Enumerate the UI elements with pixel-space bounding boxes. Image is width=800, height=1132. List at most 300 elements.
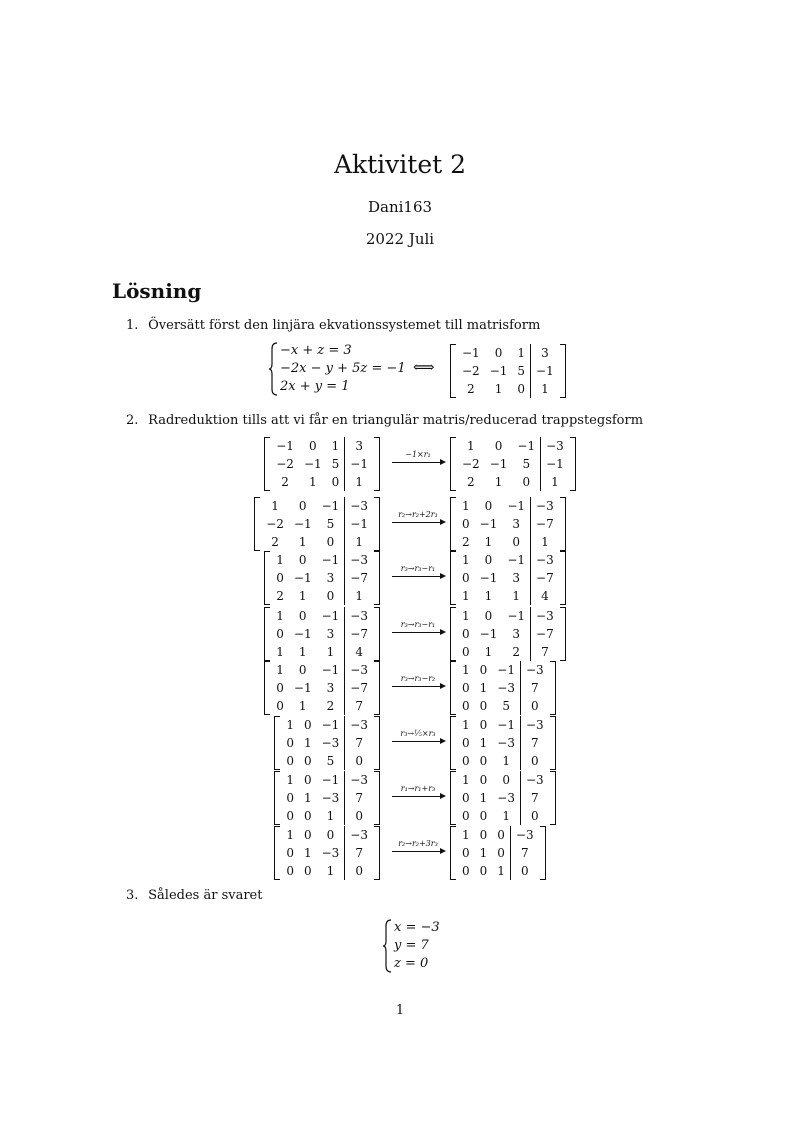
matrix-cell: 1 bbox=[276, 663, 284, 677]
row-operation-label: r₃→r₃−r₁ bbox=[400, 620, 436, 629]
matrix-cell: 3 bbox=[512, 571, 521, 585]
matrix-cell: 2 bbox=[326, 699, 335, 713]
matrix-row bbox=[457, 844, 539, 862]
matrix-cell: −7 bbox=[345, 679, 373, 697]
matrix-row bbox=[281, 862, 373, 880]
matrix-cell: −1 bbox=[507, 499, 526, 513]
step-1 bbox=[126, 318, 540, 333]
matrix-cell: 0 bbox=[479, 754, 488, 768]
matrix-cell: 0 bbox=[303, 809, 312, 823]
right-bracket bbox=[374, 826, 380, 880]
matrix-cell: 1 bbox=[531, 380, 559, 398]
matrix-cell: 0 bbox=[298, 499, 307, 513]
right-bracket bbox=[374, 437, 380, 491]
matrix-cell: −1 bbox=[479, 571, 498, 585]
left-bracket bbox=[274, 716, 280, 770]
equation-line: 2x + y = 1 bbox=[280, 379, 350, 394]
matrix-cell: 0 bbox=[510, 862, 538, 880]
matrix-row bbox=[457, 455, 569, 473]
matrix-cell: 0 bbox=[479, 809, 488, 823]
step-text: Radreduktion tills att vi får en triangulär matris/reducerad trappstegsform bbox=[148, 413, 644, 428]
matrix-cell: 1 bbox=[298, 589, 307, 603]
matrix-row bbox=[457, 473, 569, 491]
matrix-row bbox=[457, 607, 559, 625]
matrix-cell: 0 bbox=[345, 807, 373, 825]
matrix-cell: 0 bbox=[286, 809, 294, 823]
matrix-cell: −3 bbox=[531, 607, 559, 625]
matrix-after bbox=[450, 661, 556, 715]
right-bracket bbox=[550, 716, 556, 770]
matrix-cell: −1 bbox=[293, 517, 312, 531]
matrix-cell: 2 bbox=[271, 535, 279, 549]
matrix-cell: 0 bbox=[303, 773, 312, 787]
matrix-row bbox=[457, 734, 549, 752]
matrix-cell: −3 bbox=[520, 716, 548, 734]
matrix-cell: 0 bbox=[462, 627, 470, 641]
matrix-cell: −1 bbox=[321, 663, 340, 677]
right-bracket bbox=[374, 497, 380, 551]
matrix-before bbox=[264, 661, 380, 715]
right-bracket bbox=[560, 497, 566, 551]
matrix-cell: 0 bbox=[286, 791, 294, 805]
matrix-cell: −3 bbox=[345, 551, 373, 569]
matrix-cell: 0 bbox=[286, 864, 294, 878]
matrix-cell: −3 bbox=[510, 826, 538, 844]
matrix-cell: 1 bbox=[286, 828, 294, 842]
matrix-cell: 1 bbox=[479, 681, 488, 695]
matrix-cell: −7 bbox=[345, 569, 373, 587]
matrix-cell: −3 bbox=[345, 607, 373, 625]
matrix-cell: 1 bbox=[326, 864, 335, 878]
matrix-cell: 0 bbox=[276, 627, 284, 641]
matrix-row bbox=[271, 697, 373, 715]
left-bracket bbox=[450, 437, 456, 491]
matrix-cell: 7 bbox=[345, 844, 373, 862]
matrix-row bbox=[457, 362, 559, 380]
matrix-cell: −1 bbox=[293, 681, 312, 695]
matrix-cell: 0 bbox=[462, 736, 470, 750]
section-heading: Lösning bbox=[112, 279, 202, 303]
matrix-cell: −1 bbox=[531, 362, 559, 380]
matrix-cell: 1 bbox=[331, 439, 340, 453]
matrix-before bbox=[254, 497, 380, 551]
matrix-cell: 0 bbox=[462, 864, 470, 878]
matrix-after bbox=[450, 607, 566, 661]
matrix-cell: −3 bbox=[520, 771, 548, 789]
matrix-cell: 0 bbox=[303, 754, 312, 768]
row-operation-label: −1×r₁ bbox=[405, 450, 431, 459]
matrix-cell: 3 bbox=[326, 571, 335, 585]
matrix-cell: −1 bbox=[541, 455, 569, 473]
matrix-cell: 1 bbox=[462, 609, 470, 623]
matrix-cell: 0 bbox=[298, 553, 307, 567]
matrix-cell: 0 bbox=[462, 571, 470, 585]
matrix-cell: 1 bbox=[462, 828, 470, 842]
matrix-cell: −2 bbox=[462, 457, 480, 471]
matrix-cell: 0 bbox=[497, 846, 505, 860]
matrix-before bbox=[274, 771, 380, 825]
matrix-cell: −3 bbox=[497, 736, 515, 750]
arrow-icon bbox=[392, 686, 444, 687]
matrix-cell: −7 bbox=[345, 625, 373, 643]
matrix-cell: −3 bbox=[531, 551, 559, 569]
matrix-cell: 0 bbox=[494, 439, 503, 453]
right-bracket bbox=[550, 771, 556, 825]
matrix-cell: 4 bbox=[531, 587, 559, 605]
row-operation-label: r₂→r₂+3r₃ bbox=[398, 839, 438, 848]
matrix-cell: 0 bbox=[522, 475, 531, 489]
matrix-cell: 1 bbox=[303, 736, 312, 750]
left-bracket bbox=[264, 551, 270, 605]
matrix-row bbox=[281, 734, 373, 752]
matrix-row bbox=[271, 569, 373, 587]
matrix-cell: 1 bbox=[345, 533, 373, 551]
matrix-before bbox=[264, 551, 380, 605]
left-bracket bbox=[274, 826, 280, 880]
matrix-cell: 1 bbox=[479, 791, 488, 805]
document-date: 2022 Juli bbox=[365, 230, 435, 248]
right-bracket bbox=[374, 661, 380, 715]
matrix-cell: −1 bbox=[507, 553, 526, 567]
matrix-cell: 3 bbox=[326, 681, 335, 695]
matrix-row bbox=[457, 437, 569, 455]
matrix-cell: 0 bbox=[497, 828, 505, 842]
matrix-cell: −1 bbox=[489, 364, 508, 378]
matrix-cell: 0 bbox=[286, 736, 294, 750]
matrix-cell: −3 bbox=[497, 791, 515, 805]
matrix-cell: 1 bbox=[326, 809, 335, 823]
left-bracket bbox=[264, 607, 270, 661]
row-operation-arrow bbox=[390, 838, 446, 852]
matrix-row bbox=[281, 716, 373, 734]
matrix-cell: 0 bbox=[276, 571, 284, 585]
matrix-cell: 1 bbox=[286, 773, 294, 787]
row-operation-arrow bbox=[390, 673, 446, 687]
matrix-row bbox=[457, 752, 549, 770]
matrix-cell: 2 bbox=[276, 589, 284, 603]
matrix-cell: −2 bbox=[266, 517, 284, 531]
matrix-row bbox=[261, 515, 373, 533]
matrix-row bbox=[457, 551, 559, 569]
matrix-cell: −1 bbox=[303, 457, 322, 471]
left-bracket bbox=[450, 344, 456, 398]
answer-line: x = −3 bbox=[394, 920, 440, 935]
matrix-cell: 1 bbox=[326, 645, 335, 659]
matrix-cell: 0 bbox=[484, 499, 493, 513]
matrix-cell: −1 bbox=[321, 553, 340, 567]
matrix-cell: −1 bbox=[517, 439, 536, 453]
right-bracket bbox=[570, 437, 576, 491]
matrix-cell: 7 bbox=[520, 734, 548, 752]
row-operation-label: r₁→r₁+r₃ bbox=[400, 784, 436, 793]
matrix-cell: −1 bbox=[321, 773, 340, 787]
left-bracket bbox=[254, 497, 260, 551]
step-text: Således är svaret bbox=[148, 888, 263, 903]
matrix-cell: −3 bbox=[531, 497, 559, 515]
matrix-cell: −1 bbox=[479, 517, 498, 531]
matrix-row bbox=[457, 807, 549, 825]
left-brace bbox=[382, 919, 392, 973]
matrix-cell: 1 bbox=[308, 475, 317, 489]
matrix-after bbox=[450, 716, 556, 770]
left-bracket bbox=[450, 607, 456, 661]
matrix-cell: 0 bbox=[494, 346, 503, 360]
matrix-cell: 3 bbox=[326, 627, 335, 641]
matrix-cell: 1 bbox=[286, 718, 294, 732]
matrix-cell: 0 bbox=[462, 699, 470, 713]
left-bracket bbox=[450, 716, 456, 770]
matrix-before bbox=[274, 826, 380, 880]
matrix-cell: 1 bbox=[494, 382, 503, 396]
matrix-row bbox=[261, 533, 373, 551]
matrix-cell: −1 bbox=[497, 718, 515, 732]
right-bracket bbox=[560, 607, 566, 661]
matrix-cell: 7 bbox=[345, 789, 373, 807]
matrix-cell: 0 bbox=[326, 535, 335, 549]
matrix-cell: −3 bbox=[345, 716, 373, 734]
matrix-after bbox=[450, 826, 546, 880]
matrix-row bbox=[271, 455, 373, 473]
matrix-after bbox=[450, 497, 566, 551]
step-3 bbox=[126, 888, 262, 903]
matrix-cell: 0 bbox=[331, 475, 340, 489]
arrow-icon bbox=[392, 576, 444, 577]
matrix-cell: −1 bbox=[345, 515, 373, 533]
matrix-cell: 1 bbox=[271, 499, 279, 513]
matrix-cell: 0 bbox=[462, 517, 470, 531]
matrix-cell: −3 bbox=[321, 791, 340, 805]
matrix-cell: 0 bbox=[345, 752, 373, 770]
right-bracket bbox=[550, 661, 556, 715]
matrix-row bbox=[457, 771, 549, 789]
equation-line: −x + z = 3 bbox=[280, 343, 352, 358]
matrix-cell: 0 bbox=[517, 382, 526, 396]
step-number: 1. bbox=[126, 318, 139, 333]
matrix-row bbox=[457, 697, 549, 715]
matrix-cell: 1 bbox=[298, 699, 307, 713]
row-operation-arrow bbox=[390, 783, 446, 797]
matrix-cell: −3 bbox=[520, 661, 548, 679]
matrix-row bbox=[271, 679, 373, 697]
matrix-row bbox=[457, 661, 549, 679]
matrix-row bbox=[457, 643, 559, 661]
matrix-cell: −3 bbox=[345, 661, 373, 679]
matrix-cell: 1 bbox=[298, 535, 307, 549]
document-title: Aktivitet 2 bbox=[333, 150, 467, 179]
matrix-cell: −2 bbox=[276, 457, 294, 471]
matrix-cell: 1 bbox=[345, 473, 373, 491]
row-operation-arrow bbox=[390, 619, 446, 633]
left-bracket bbox=[450, 551, 456, 605]
matrix-cell: 1 bbox=[479, 736, 488, 750]
matrix-cell: 0 bbox=[479, 718, 488, 732]
matrix-cell: −1 bbox=[321, 609, 340, 623]
matrix-cell: 0 bbox=[308, 439, 317, 453]
matrix-cell: 5 bbox=[326, 754, 335, 768]
matrix-row bbox=[457, 569, 559, 587]
matrix-cell: 1 bbox=[484, 589, 493, 603]
matrix-cell: 0 bbox=[276, 681, 284, 695]
matrix-cell: −1 bbox=[462, 346, 480, 360]
matrix-cell: 4 bbox=[345, 643, 373, 661]
matrix-cell: −3 bbox=[321, 736, 340, 750]
matrix-cell: 5 bbox=[326, 517, 335, 531]
matrix-cell: 2 bbox=[467, 382, 475, 396]
matrix-cell: 1 bbox=[484, 645, 493, 659]
matrix-cell: −1 bbox=[345, 455, 373, 473]
left-bracket bbox=[450, 771, 456, 825]
row-operation-arrow bbox=[390, 509, 446, 523]
matrix-cell: 0 bbox=[345, 862, 373, 880]
matrix-cell: 5 bbox=[502, 699, 510, 713]
matrix-cell: 0 bbox=[479, 663, 488, 677]
row-operation-arrow bbox=[390, 449, 446, 463]
matrix-row bbox=[271, 661, 373, 679]
matrix-cell: −3 bbox=[321, 846, 340, 860]
matrix-cell: 0 bbox=[484, 609, 493, 623]
matrix-cell: 0 bbox=[479, 864, 488, 878]
matrix-cell: 0 bbox=[326, 589, 335, 603]
matrix-cell: 1 bbox=[303, 791, 312, 805]
matrix-cell: 1 bbox=[517, 346, 526, 360]
matrix-cell: 1 bbox=[497, 864, 505, 878]
row-operation-arrow bbox=[390, 563, 446, 577]
matrix-cell: 1 bbox=[345, 587, 373, 605]
matrix-cell: 0 bbox=[298, 609, 307, 623]
matrix-cell: −3 bbox=[345, 826, 373, 844]
page-number: 1 bbox=[395, 1003, 405, 1018]
matrix-cell: −1 bbox=[293, 627, 312, 641]
matrix-cell: 0 bbox=[286, 846, 294, 860]
matrix-cell: 1 bbox=[276, 645, 284, 659]
matrix-row bbox=[271, 625, 373, 643]
left-bracket bbox=[264, 661, 270, 715]
matrix-cell: 1 bbox=[467, 439, 475, 453]
right-bracket bbox=[560, 344, 566, 398]
equation-line: −2x − y + 5z = −1 bbox=[280, 361, 406, 376]
matrix-cell: −1 bbox=[276, 439, 294, 453]
matrix-cell: 2 bbox=[512, 645, 521, 659]
matrix-row bbox=[281, 826, 373, 844]
matrix-cell: 5 bbox=[517, 364, 526, 378]
matrix-cell: −1 bbox=[497, 663, 515, 677]
matrix-row bbox=[271, 587, 373, 605]
matrix-cell: 1 bbox=[541, 473, 569, 491]
step-2 bbox=[126, 413, 643, 428]
arrow-icon bbox=[392, 796, 444, 797]
matrix-row bbox=[457, 515, 559, 533]
right-bracket bbox=[560, 551, 566, 605]
left-bracket bbox=[274, 771, 280, 825]
matrix-cell: 0 bbox=[484, 553, 493, 567]
step-number: 2. bbox=[126, 413, 139, 428]
right-bracket bbox=[374, 607, 380, 661]
matrix-cell: 0 bbox=[276, 699, 284, 713]
matrix-cell: −7 bbox=[531, 515, 559, 533]
matrix-cell: 0 bbox=[512, 535, 521, 549]
matrix-cell: 0 bbox=[479, 699, 488, 713]
matrix-cell: 0 bbox=[303, 718, 312, 732]
matrix-cell: −1 bbox=[321, 718, 340, 732]
matrix-cell: −1 bbox=[321, 499, 340, 513]
matrix-cell: 0 bbox=[520, 807, 548, 825]
arrow-icon bbox=[392, 632, 444, 633]
right-bracket bbox=[374, 716, 380, 770]
matrix-cell: −1 bbox=[507, 609, 526, 623]
matrix-cell: 0 bbox=[303, 828, 312, 842]
matrix-cell: 0 bbox=[479, 828, 488, 842]
matrix-cell: −1 bbox=[489, 457, 508, 471]
matrix-row bbox=[457, 380, 559, 398]
matrix-cell: 2 bbox=[281, 475, 289, 489]
matrix-cell: 1 bbox=[531, 533, 559, 551]
matrix-before bbox=[264, 437, 380, 491]
matrix-row bbox=[457, 826, 539, 844]
matrix-cell: 7 bbox=[345, 697, 373, 715]
matrix-row bbox=[457, 679, 549, 697]
left-brace bbox=[268, 342, 278, 396]
matrix-row bbox=[271, 473, 373, 491]
matrix-row bbox=[281, 752, 373, 770]
matrix-cell: 0 bbox=[502, 773, 510, 787]
left-bracket bbox=[264, 437, 270, 491]
matrix-row bbox=[281, 789, 373, 807]
equation-system bbox=[268, 342, 406, 396]
equivalence-symbol: ⟺ bbox=[413, 358, 435, 376]
matrix-cell: 0 bbox=[520, 697, 548, 715]
matrix-before bbox=[264, 607, 380, 661]
matrix-cell: 1 bbox=[479, 846, 488, 860]
arrow-icon bbox=[392, 522, 444, 523]
matrix-cell: 0 bbox=[462, 791, 470, 805]
right-bracket bbox=[374, 551, 380, 605]
matrix-cell: 1 bbox=[462, 499, 470, 513]
matrix-after bbox=[450, 551, 566, 605]
matrix-cell: 1 bbox=[298, 645, 307, 659]
matrix-row bbox=[271, 551, 373, 569]
matrix-cell: 0 bbox=[520, 752, 548, 770]
matrix-cell: 5 bbox=[331, 457, 340, 471]
matrix-cell: −1 bbox=[293, 571, 312, 585]
right-bracket bbox=[374, 771, 380, 825]
matrix-row bbox=[457, 789, 549, 807]
left-bracket bbox=[450, 497, 456, 551]
matrix-cell: 2 bbox=[462, 535, 470, 549]
matrix-cell: −3 bbox=[541, 437, 569, 455]
matrix-cell: 7 bbox=[531, 643, 559, 661]
row-operation-label: r₃→⅕×r₃ bbox=[400, 729, 436, 738]
matrix-cell: 1 bbox=[303, 846, 312, 860]
matrix-cell: 1 bbox=[462, 773, 470, 787]
matrix-row bbox=[271, 607, 373, 625]
matrix-cell: 0 bbox=[462, 754, 470, 768]
matrix-after bbox=[450, 437, 576, 491]
matrix-cell: 0 bbox=[303, 864, 312, 878]
matrix-cell: 1 bbox=[276, 609, 284, 623]
matrix-row bbox=[281, 807, 373, 825]
matrix-cell: 1 bbox=[462, 553, 470, 567]
matrix-cell: 0 bbox=[479, 773, 488, 787]
matrix-row bbox=[457, 497, 559, 515]
row-operation-label: r₂→r₂+2r₁ bbox=[398, 510, 438, 519]
matrix-cell: 1 bbox=[462, 663, 470, 677]
row-operation-label: r₃→r₃−r₁ bbox=[400, 564, 436, 573]
matrix-cell: 0 bbox=[462, 645, 470, 659]
matrix-cell: 7 bbox=[520, 789, 548, 807]
matrix-cell: −2 bbox=[462, 364, 480, 378]
matrix-cell: 1 bbox=[462, 589, 470, 603]
arrow-icon bbox=[392, 851, 444, 852]
